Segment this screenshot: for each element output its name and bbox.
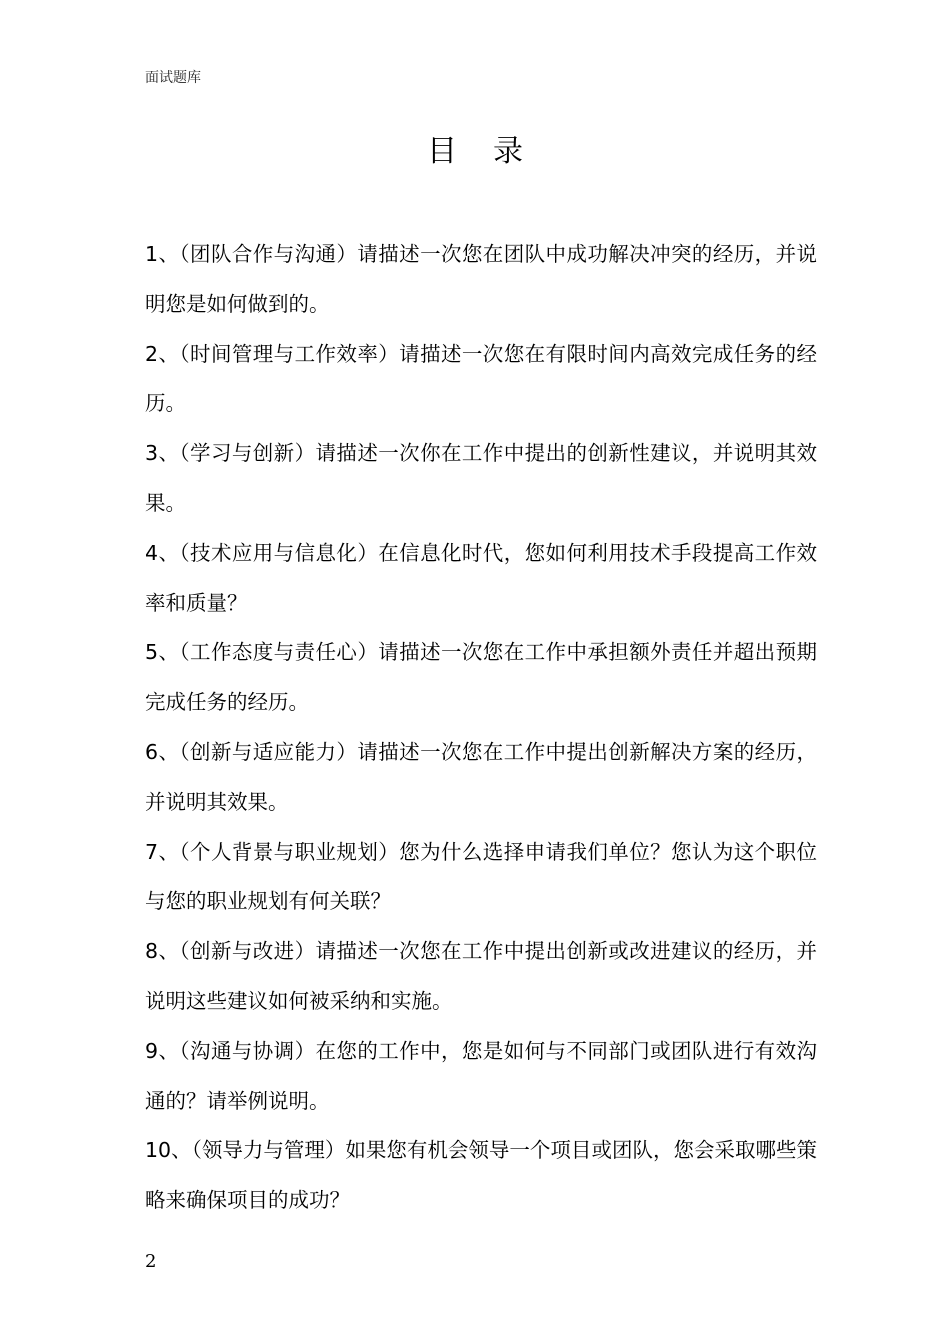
page-number: 2: [145, 1251, 157, 1272]
running-header: 面试题库: [145, 70, 201, 86]
toc-item-1[interactable]: 1、（团队合作与沟通）请描述一次您在团队中成功解决冲突的经历，并说明您是如何做到的。: [145, 242, 817, 316]
toc-item-10[interactable]: 10、（领导力与管理）如果您有机会领导一个项目或团队，您会采取哪些策略来确保项目的成功？: [145, 1138, 817, 1213]
toc-item-5[interactable]: 5、（工作态度与责任心）请描述一次您在工作中承担额外责任并超出预期完成任务的经历。: [145, 640, 817, 715]
toc-item-7[interactable]: 7、（个人背景与职业规划）您为什么选择申请我们单位？您认为这个职位与您的职业规划有何关联？: [145, 839, 817, 914]
toc-item-2[interactable]: 2、（时间管理与工作效率）请描述一次您在有限时间内高效完成任务的经历。: [145, 341, 817, 416]
toc-item-6[interactable]: 6、（创新与适应能力）请描述一次您在工作中提出创新解决方案的经历，并说明其效果。: [145, 739, 817, 814]
toc-item-3[interactable]: 3、（学习与创新）请描述一次你在工作中提出的创新性建议，并说明其效果。: [145, 441, 817, 515]
toc-title: 目录: [427, 134, 559, 169]
toc-item-4[interactable]: 4、（技术应用与信息化）在信息化时代，您如何利用技术手段提高工作效率和质量？: [145, 540, 817, 615]
toc-item-9[interactable]: 9、（沟通与协调）在您的工作中，您是如何与不同部门或团队进行有效沟通的？请举例说明。: [145, 1038, 817, 1113]
toc-item-8[interactable]: 8、（创新与改进）请描述一次您在工作中提出创新或改进建议的经历，并说明这些建议如何被采纳和实施。: [145, 939, 817, 1013]
toc-list: [145, 230, 817, 1226]
